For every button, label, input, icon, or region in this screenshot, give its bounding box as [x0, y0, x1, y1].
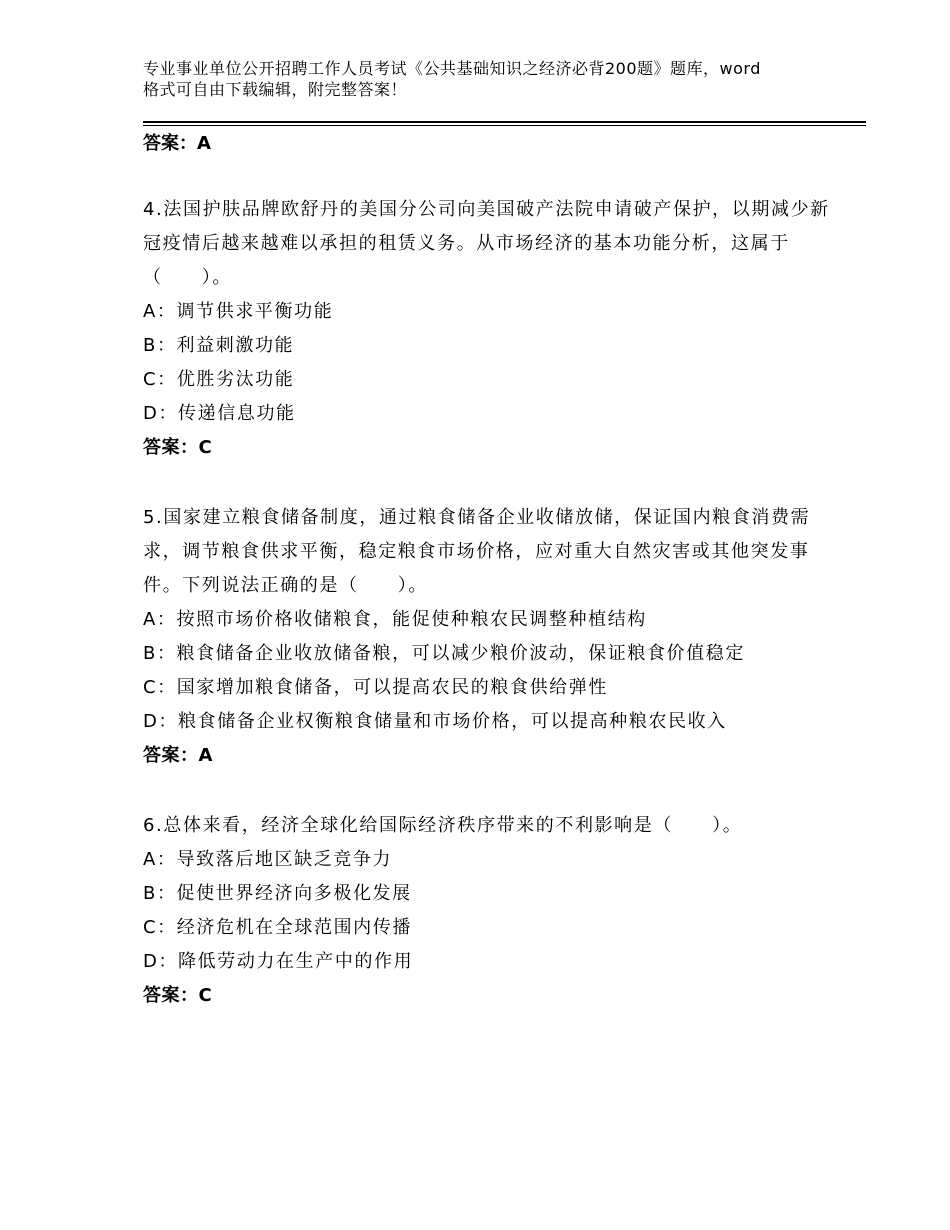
option-d: D：传递信息功能 [143, 403, 296, 424]
option-c: C：优胜劣汰功能 [143, 369, 295, 390]
question-stem: 4.法国护肤品牌欧舒丹的美国分公司向美国破产法院申请破产保护，以期减少新冠疫情后越来越难以承担的租赁义务。从市场经济的基本功能分析，这属于（ ）。 [143, 199, 830, 288]
page-header: 专业事业单位公开招聘工作人员考试《公共基础知识之经济必背200题》题库，word格式可自由下载编辑，附完整答案！ [143, 59, 761, 99]
header-rule-thick [143, 121, 866, 123]
question-stem: 5.国家建立粮食储备制度，通过粮食储备企业收储放储，保证国内粮食消费需求，调节粮食供求平衡，稳定粮食市场价格，应对重大自然灾害或其他突发事件。下列说法正确的是（ ）。 [143, 507, 811, 596]
question-5 [143, 501, 843, 773]
option-a: A：导致落后地区缺乏竞争力 [143, 849, 393, 870]
option-b: B：粮食储备企业收放储备粮，可以减少粮价波动，保证粮食价值稳定 [143, 643, 745, 664]
question-list [143, 131, 843, 1013]
previous-answer: 答案：A [143, 133, 211, 154]
question-6 [143, 809, 843, 1013]
question-stem: 6.总体来看，经济全球化给国际经济秩序带来的不利影响是（ ）。 [143, 815, 743, 836]
option-d: D：降低劳动力在生产中的作用 [143, 951, 414, 972]
option-a: A：按照市场价格收储粮食，能促使种粮农民调整种植结构 [143, 609, 647, 630]
option-d: D：粮食储备企业权衡粮食储量和市场价格，可以提高种粮农民收入 [143, 711, 727, 732]
question-answer: 答案：C [143, 985, 213, 1006]
question-answer: 答案：C [143, 437, 213, 458]
option-c: C：国家增加粮食储备，可以提高农民的粮食供给弹性 [143, 677, 608, 698]
header-rule-thin [143, 125, 866, 126]
option-c: C：经济危机在全球范围内传播 [143, 917, 412, 938]
option-b: B：利益刺激功能 [143, 335, 295, 356]
question-answer: 答案：A [143, 745, 213, 766]
question-4 [143, 193, 843, 465]
option-a: A：调节供求平衡功能 [143, 301, 334, 322]
option-b: B：促使世界经济向多极化发展 [143, 883, 412, 904]
